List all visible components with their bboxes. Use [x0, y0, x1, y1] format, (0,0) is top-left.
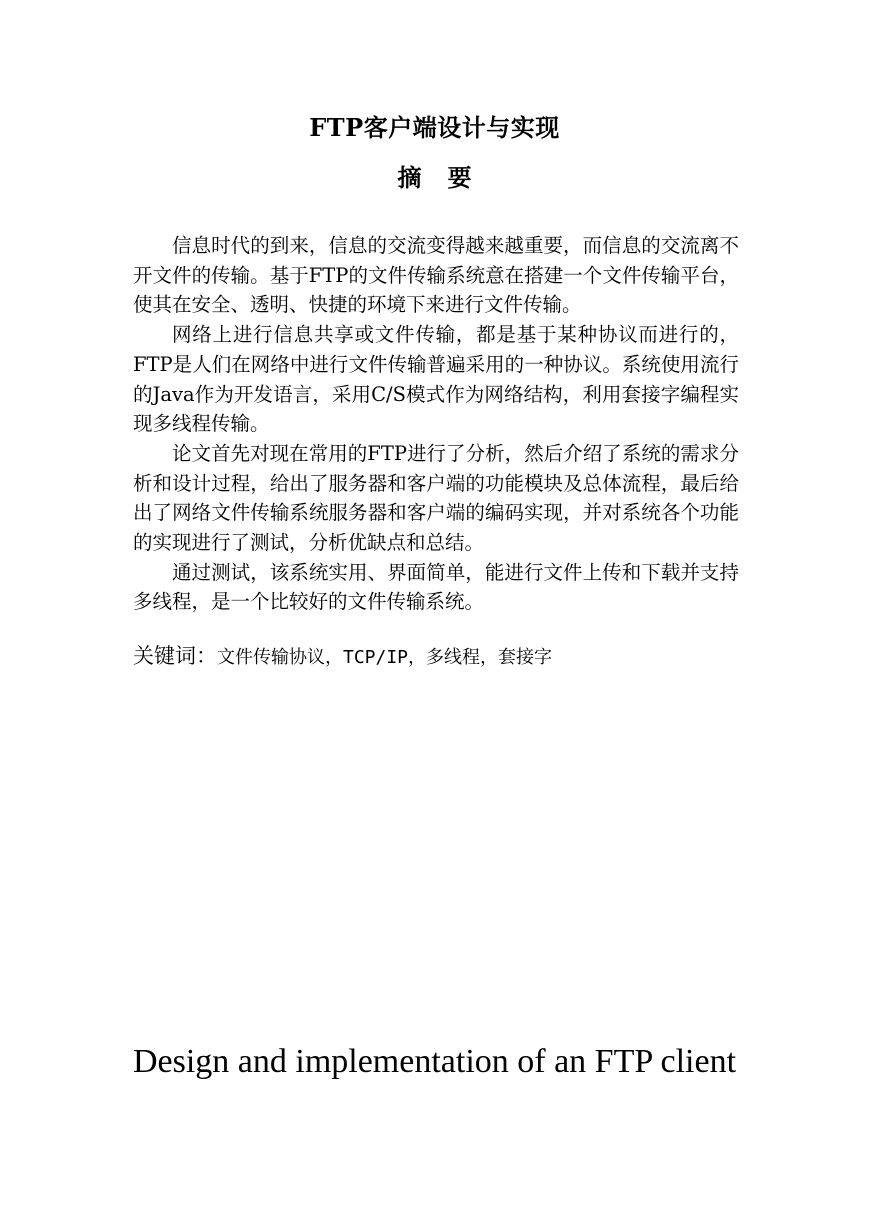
keywords-line	[133, 640, 753, 674]
keywords-list: 文件传输协议，TCP/IP，多线程，套接字	[217, 647, 553, 668]
abstract-body	[133, 231, 739, 617]
abstract-paragraph: 通过测试，该系统实用、界面简单，能进行文件上传和下载并支持多线程，是一个比较好的文件传输系统。	[133, 560, 739, 614]
keywords-label: 关键词：	[133, 644, 217, 668]
abstract-paragraph: 网络上进行信息共享或文件传输，都是基于某种协议而进行的，FTP是人们在网络中进行文件传输普遍采用的一种协议。系统使用流行的Java作为开发语言，采用C/S模式作为网络结构，利用套接字编程实现多线程传输。	[133, 323, 739, 436]
page-title: FTP客户端设计与实现	[309, 113, 560, 142]
abstract-heading-left: 摘	[397, 163, 422, 192]
abstract-heading-right: 要	[447, 163, 472, 192]
english-title: Design and implementation of an FTP client	[132, 1043, 737, 1080]
abstract-paragraph: 信息时代的到来，信息的交流变得越来越重要，而信息的交流离不开文件的传输。基于FTP的文件传输系统意在搭建一个文件传输平台，使其在安全、透明、快捷的环境下来进行文件传输。	[133, 234, 739, 317]
abstract-heading	[0, 160, 869, 196]
abstract-paragraph: 论文首先对现在常用的FTP进行了分析，然后介绍了系统的需求分析和设计过程，给出了服务器和客户端的功能模块及总体流程，最后给出了网络文件传输系统服务器和客户端的编码实现，并对系统各个功能的实现进行了测试，分析优缺点和总结。	[133, 441, 739, 555]
